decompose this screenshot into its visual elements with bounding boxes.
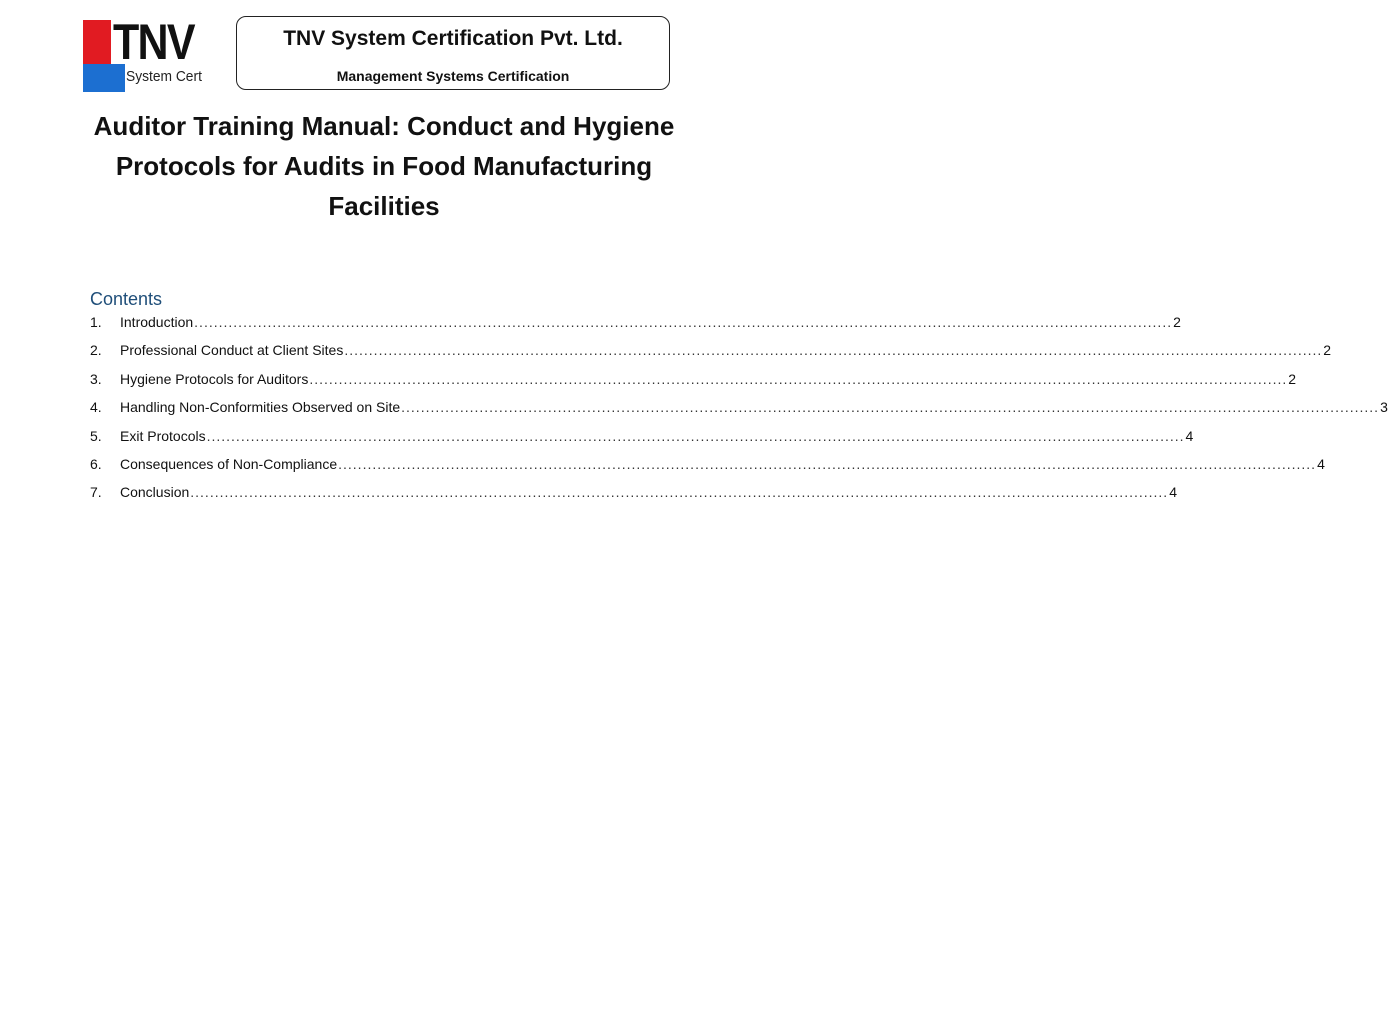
table-of-contents [90,314,1388,513]
toc-entry-page: 4 [1317,455,1325,472]
logo-mark: TNV [113,14,194,70]
toc-entry-label: Hygiene Protocols for Auditors [120,370,309,387]
toc-entry-label: Conclusion [120,484,190,501]
toc-entry[interactable] [90,399,1388,427]
toc-entry-page: 4 [1169,484,1177,501]
toc-entry-number: 3. [90,370,102,387]
toc-entry-number: 2. [90,342,102,359]
logo-subtitle: System Cert [126,68,202,85]
header-box [236,16,670,90]
toc-entry-page: 2 [1323,342,1332,359]
toc-entry-page: 2 [1173,314,1181,330]
toc-entry[interactable] [90,342,1332,370]
toc-leader-dots: ........................................................................................................................................................................................................ [190,484,1169,501]
toc-entry-number: 5. [90,427,102,444]
toc-entry-label: Professional Conduct at Client Sites [120,342,344,359]
toc-entry-number: 1. [90,314,102,330]
company-name: TNV System Certification Pvt. Ltd. [283,27,623,50]
toc-entry-label: Handling Non-Conformities Observed on Site [120,399,401,416]
toc-entry[interactable] [90,370,1297,399]
company-logo [83,14,208,92]
toc-entry-page: 2 [1288,370,1297,387]
toc-leader-dots: ........................................................................................................................................................................................................ [206,427,1185,444]
toc-heading: Contents [90,289,163,309]
toc-entry-page: 3 [1380,399,1388,416]
toc-entry-number: 7. [90,484,102,501]
toc-entry-page: 4 [1185,427,1194,444]
company-tagline: Management Systems Certification [336,68,570,84]
toc-leader-dots: ........................................................................................................................................................................................................ [309,370,1288,387]
toc-entry[interactable] [90,455,1325,484]
toc-entry-number: 4. [90,399,102,416]
document-title: Auditor Training Manual: Conduct and Hygiene Protocols for Audits in Food Manufacturing Facilities [93,111,675,221]
toc-entry[interactable] [90,484,1177,512]
toc-leader-dots: ........................................................................................................................................................................................................ [338,455,1317,472]
toc-entry-label: Exit Protocols [120,427,206,444]
toc-entry-label: Consequences of Non-Compliance [120,455,338,472]
toc-leader-dots: ........................................................................................................................................................................................................ [401,399,1380,416]
toc-entry-label: Introduction [120,314,194,330]
toc-entry[interactable] [90,427,1194,456]
toc-leader-dots: ........................................................................................................................................................................................................ [344,342,1323,359]
logo-red-block [83,20,111,64]
toc-entry-number: 6. [90,455,102,472]
toc-leader-dots: ........................................................................................................................................................................................................ [194,314,1173,330]
toc-entry[interactable] [90,314,1181,342]
